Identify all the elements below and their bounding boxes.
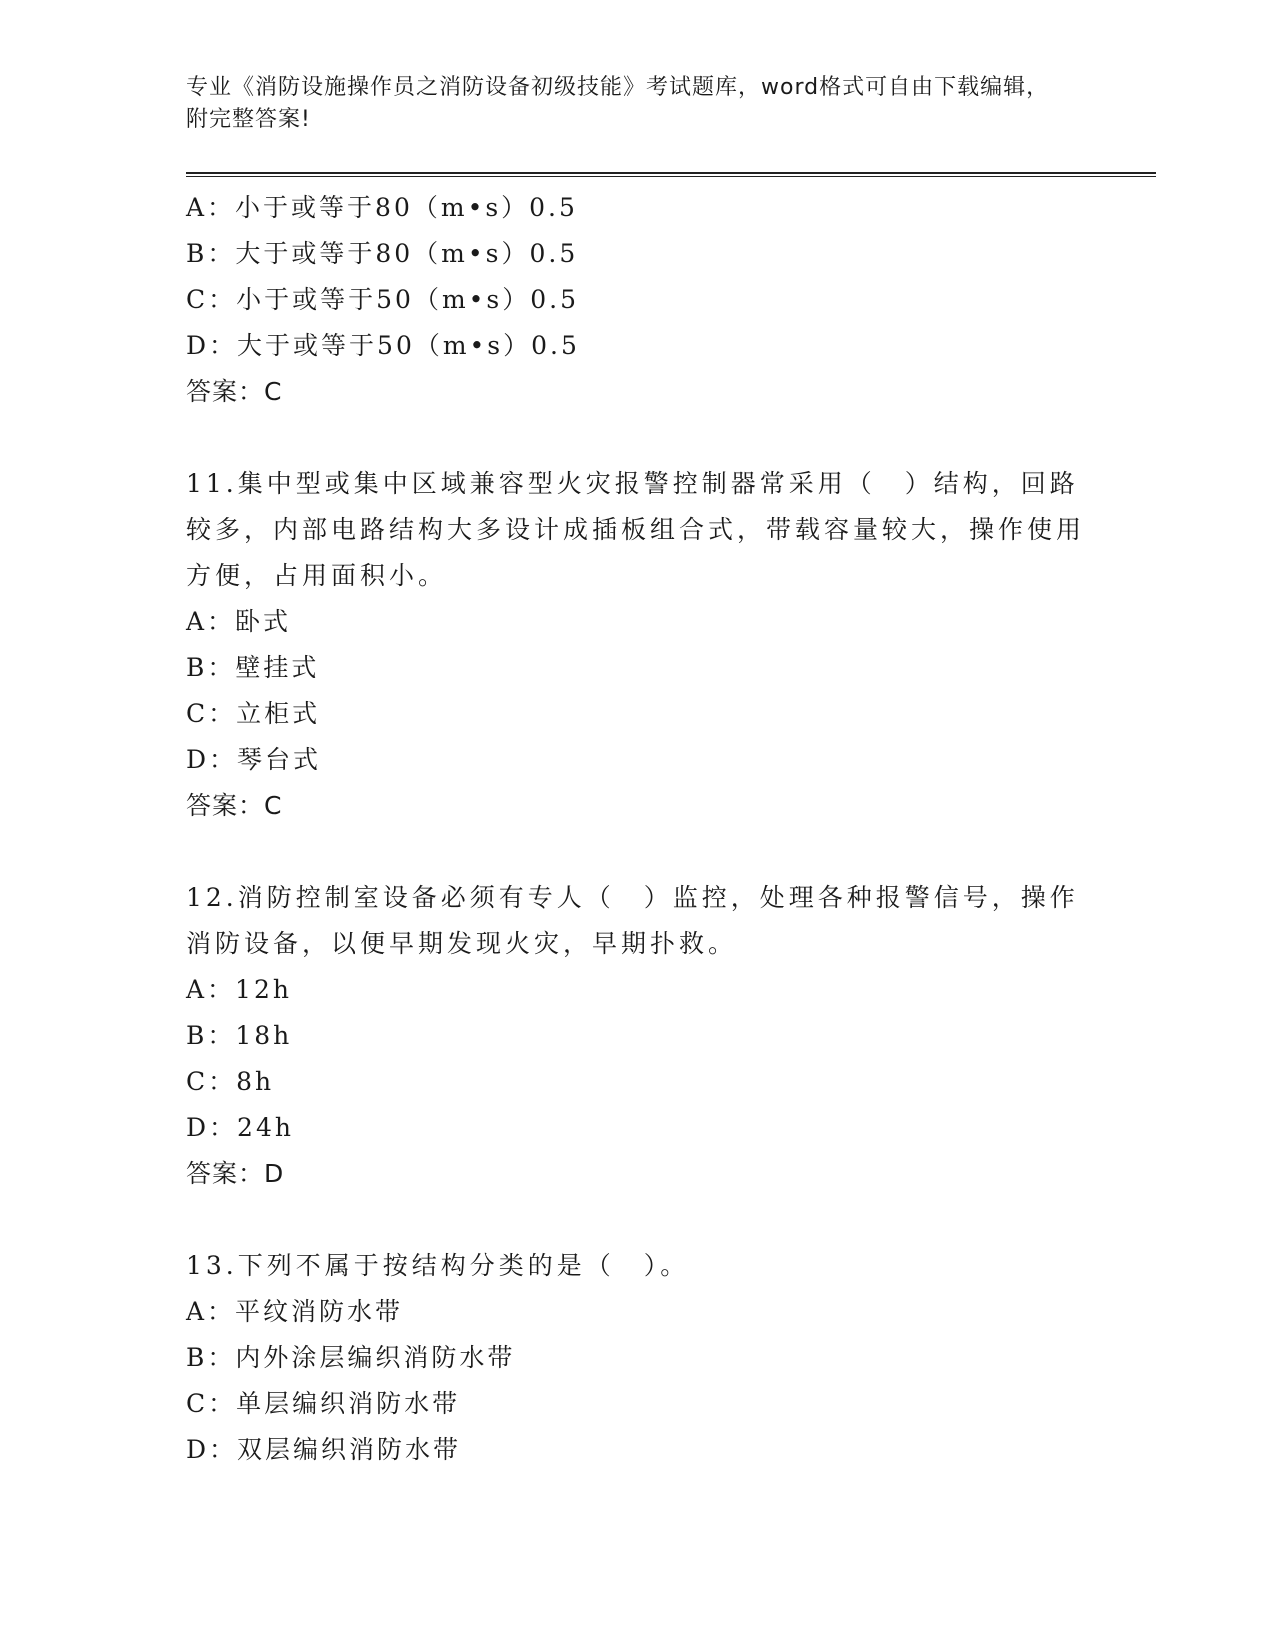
previous-question-options [186,185,1136,415]
option-b: B：内外涂层编织消防水带 [186,1343,516,1372]
question-stem: 11.集中型或集中区域兼容型火灾报警控制器常采用（ ）结构，回路较多，内部电路结构大多设计成插板组合式，带载容量较大，操作使用方便，占用面积小。 [186,469,1086,590]
question-stem: 12.消防控制室设备必须有专人（ ）监控，处理各种报警信号，操作消防设备，以便早期发现火灾，早期扑救。 [186,883,1079,958]
option-b: B：壁挂式 [186,653,320,682]
question-11 [186,461,1136,829]
option-c: C：立柜式 [186,699,321,728]
option-c: C：单层编织消防水带 [186,1389,461,1418]
question-12 [186,875,1136,1197]
option-d: D：24h [186,1113,294,1142]
document-header: 专业《消防设施操作员之消防设备初级技能》考试题库，word格式可自由下载编辑，附完整答案! [186,75,1050,132]
header-divider [186,172,1156,177]
option-c: C：8h [186,1067,275,1096]
answer-line: 答案：C [186,377,283,406]
question-13 [186,1243,1136,1473]
answer-line: 答案：D [186,1159,285,1188]
option-a: A：12h [186,975,292,1004]
option-a: A：卧式 [186,607,292,636]
option-d: D：琴台式 [186,745,322,774]
document-page [186,72,1136,1473]
option-b: B：18h [186,1021,293,1050]
question-stem: 13.下列不属于按结构分类的是（ ）。 [186,1251,690,1280]
option-d: D：大于或等于50（m•s）0.5 [186,331,580,360]
option-a: A：平纹消防水带 [186,1297,404,1326]
answer-line: 答案：C [186,791,283,820]
option-d: D：双层编织消防水带 [186,1435,462,1464]
option-c: C：小于或等于50（m•s）0.5 [186,285,579,314]
option-b: B：大于或等于80（m•s）0.5 [186,239,579,268]
option-a: A：小于或等于80（m•s）0.5 [186,193,578,222]
